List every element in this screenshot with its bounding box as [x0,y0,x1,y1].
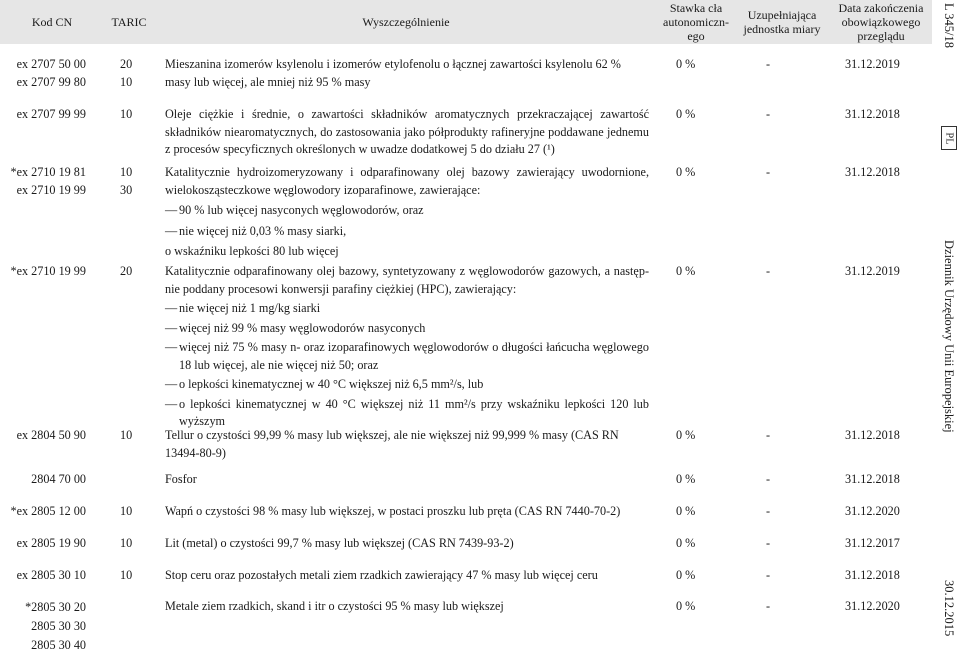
supplementary-unit: - [766,472,771,486]
cn-code: ex 2707 99 80 [16,74,86,89]
taric-cell [120,164,142,199]
list-item [165,376,649,394]
header-supplementary-unit: Uzupełniająca jednostka miary [743,8,821,36]
taric-code: 10 [120,428,133,442]
description-cell [165,164,649,261]
list-item-text: nie więcej niż 0,03 % masy siarki, [179,223,347,238]
cn-code: ex 2804 50 90 [16,428,86,442]
taric-cell [120,56,142,91]
duty-rate: 0 % [676,504,696,518]
header-cn: Kod CN [31,15,73,29]
description-text: Katalitycznie odparafinowany olej bazowy, syntetyzowany z węglowodorów gazowych, a następnie poddany procesowi konwersji parafiny ciężkiej (HPC), zawierający: [165,264,649,296]
cn-code: ex 2707 50 00 [16,57,86,71]
journal-margin [934,0,960,663]
language-code: PL [943,131,955,145]
header-review-date: Data zakończenia obowiązkowego przeglądu [838,1,924,43]
taric-code: 30 [120,182,133,197]
header-description: Wyszczególnienie [362,15,450,29]
list-item [165,396,649,431]
taric-code: 10 [120,536,133,550]
duty-rate: 0 % [676,536,696,550]
description-text: Lit (metal) o czystości 99,7 % masy lub większej (CAS RN 7439-93-2) [165,536,514,550]
supplementary-unit: - [766,264,771,278]
cn-code: ex 2805 30 10 [16,568,86,582]
dash-marker: — [165,320,178,335]
list-item-text: więcej niż 75 % masy n- oraz izoparafinowych węglowodorów o długości łańcucha węglowego 18 lub więcej, ale nie więcej niż 50; oraz [179,340,649,372]
description-cell [165,427,649,462]
cn-code: 2805 30 30 [31,619,86,633]
header-taric: TARIC [111,15,147,29]
supplementary-unit: - [766,536,771,550]
review-date: 31.12.2018 [845,165,900,179]
list-item-text: więcej niż 99 % masy węglowodorów nasyconych [179,320,426,335]
supplementary-unit: - [766,107,771,121]
description-text: Fosfor [165,472,197,486]
table-header [0,0,932,44]
supplementary-unit: - [766,165,771,179]
language-badge [941,126,957,150]
duty-rate: 0 % [676,264,696,278]
list-item-text: 90 % lub więcej nasyconych węglowodorów, oraz [179,203,424,217]
cn-code: *ex 2710 19 99 [10,264,86,278]
duty-rate: 0 % [676,57,696,71]
publication-date: 30.12.2015 [942,580,956,637]
cn-code: ex 2710 19 99 [16,182,86,197]
dash-marker: — [165,377,178,391]
description-text: Mieszanina izomerów ksylenolu i izomerów etylofenolu o łącznej zawartości ksylenolu 62 % masy lub więcej, ale mniej niż 95 % masy [165,57,621,89]
header-duty-rate: Stawka cła autonomicznego [663,1,729,43]
page-reference: L 345/18 [942,3,956,49]
taric-code: 10 [120,165,133,179]
description-text: Tellur o czystości 99,99 % masy lub większej, ale nie większej niż 99,999 % masy (CAS RN 13494-80-9) [165,428,619,460]
dash-marker: — [165,396,178,411]
review-date: 31.12.2020 [845,599,900,613]
taric-code: 10 [120,74,133,89]
taric-code: 10 [120,504,133,518]
duty-rate: 0 % [676,428,696,442]
review-date: 31.12.2018 [845,107,900,121]
description-tail: o wskaźniku lepkości 80 lub więcej [165,244,339,258]
supplementary-unit: - [766,504,771,518]
list-item [165,300,649,318]
dash-marker: — [165,301,178,315]
review-date: 31.12.2020 [845,504,900,518]
review-date: 31.12.2017 [845,536,900,550]
review-date: 31.12.2019 [845,264,900,278]
supplementary-unit: - [766,568,771,582]
journal-title: Dziennik Urzędowy Unii Europejskiej [942,240,956,433]
list-item-text: o lepkości kinematycznej w 40 °C większej niż 6,5 mm²/s, lub [179,377,484,391]
description-text: Katalitycznie hydroizomeryzowany i odparafinowany olej bazowy zawierający uwodornione, wielokosząsteczkowe węglowodory izoparafinowe, zawierające: [165,165,649,197]
duty-rate: 0 % [676,165,696,179]
cn-code: *ex 2710 19 81 [10,165,86,179]
cn-code-cell [0,164,86,199]
taric-code: 10 [120,568,133,582]
description-text: Wapń o czystości 98 % masy lub większej, w postaci proszku lub pręta (CAS RN 7440-70-2) [165,504,621,518]
duty-rate: 0 % [676,568,696,582]
supplementary-unit: - [766,57,771,71]
cn-code-cell [0,56,86,91]
list-item-text: nie więcej niż 1 mg/kg siarki [179,301,321,315]
duty-rate: 0 % [676,472,696,486]
description-cell [165,56,649,91]
taric-code: 20 [120,57,133,71]
cn-code-cell [0,598,86,655]
cn-code: *2805 30 20 [25,600,86,614]
review-date: 31.12.2018 [845,428,900,442]
description-cell [165,106,649,159]
list-item [165,339,649,374]
list-item [165,202,649,220]
duty-rate: 0 % [676,107,696,121]
supplementary-unit: - [766,428,771,442]
list-item-text: o lepkości kinematycznej w 40 °C większej niż 11 mm²/s przy wskaźniku lepkości 120 lub wyższym [179,396,649,428]
dash-marker: — [165,203,178,217]
list-item [165,320,649,338]
list-item [165,223,649,241]
taric-code: 10 [120,107,133,121]
dash-marker: — [165,223,178,238]
cn-code: 2805 30 40 [31,638,86,652]
taric-code: 20 [120,264,133,278]
cn-code: 2804 70 00 [31,472,86,486]
review-date: 31.12.2019 [845,57,900,71]
description-cell [165,263,649,431]
dash-marker: — [165,340,178,354]
duty-rate: 0 % [676,599,696,613]
cn-code: *ex 2805 12 00 [10,504,86,518]
description-text: Stop ceru oraz pozostałych metali ziem rzadkich zawierający 47 % masy lub więcej ceru [165,568,598,582]
cn-code: ex 2707 99 99 [16,107,86,121]
supplementary-unit: - [766,599,771,613]
cn-code: ex 2805 19 90 [16,536,86,550]
review-date: 31.12.2018 [845,472,900,486]
description-text: Metale ziem rzadkich, skand i itr o czystości 95 % masy lub większej [165,599,504,613]
description-text: Oleje ciężkie i średnie, o zawartości składników aromatycznych przekraczającej zawartość składników niearomatycznych, do zastosowania jako półprodukty rafineryjne poddawane jednemu z procesów specyficznych określonych w uwadze dodatkowej 5 do działu 27 (¹) [165,107,649,156]
review-date: 31.12.2018 [845,568,900,582]
